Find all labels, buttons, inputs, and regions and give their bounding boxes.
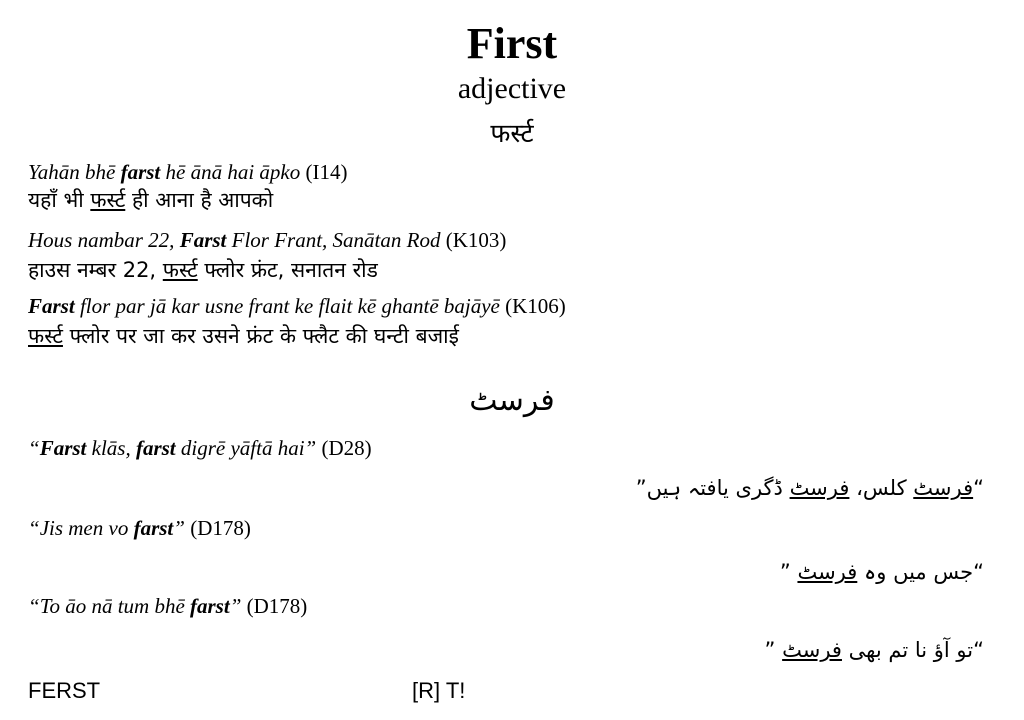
urdu-example-roman: “Jis men vo farst” (D178) xyxy=(28,516,251,540)
hindi-example-devanagari: हाउस नम्बर 22, फर्स्ट फ्लोर फ्रंट, सनातन रोड xyxy=(28,258,378,282)
urdu-example-roman: “To āo nā tum bhē farst” (D178) xyxy=(28,594,308,618)
hindi-example-roman: Yahān bhē farst hē ānā hai āpko (I14) xyxy=(28,160,348,184)
urdu-example-text: “فرسٹ کلس، فرسٹ ڈگری یافتہ ہیں” xyxy=(635,476,984,500)
headword: First xyxy=(466,19,558,68)
hindi-example-devanagari: यहाँ भी फर्स्ट ही आना है आपको xyxy=(28,188,274,212)
footer-right: [R] T! xyxy=(412,678,466,703)
part-of-speech: adjective xyxy=(457,72,567,105)
urdu-example-text: “جس میں وہ فرسٹ ” xyxy=(779,560,984,584)
hindi-example-devanagari: फर्स्ट फ्लोर पर जा कर उसने फ्रंट के फ्लैट की घन्टी बजाई xyxy=(28,324,459,348)
urdu-headword: فرسٹ xyxy=(469,383,555,418)
urdu-example-roman: “Farst klās, farst digrē yāftā hai” (D28) xyxy=(28,436,372,460)
hindi-example-roman: Hous nambar 22, Farst Flor Frant, Sanātan Rod (K103) xyxy=(28,228,507,252)
urdu-example-text: “تو آؤ نا تم بھی فرسٹ ” xyxy=(764,638,984,662)
footer-left: FERST xyxy=(28,678,101,703)
hindi-example-roman: Farst flor par jā kar usne frant ke flait kē ghantē bajāyē (K106) xyxy=(28,294,566,318)
hindi-headword: फर्स्ट xyxy=(490,119,534,149)
